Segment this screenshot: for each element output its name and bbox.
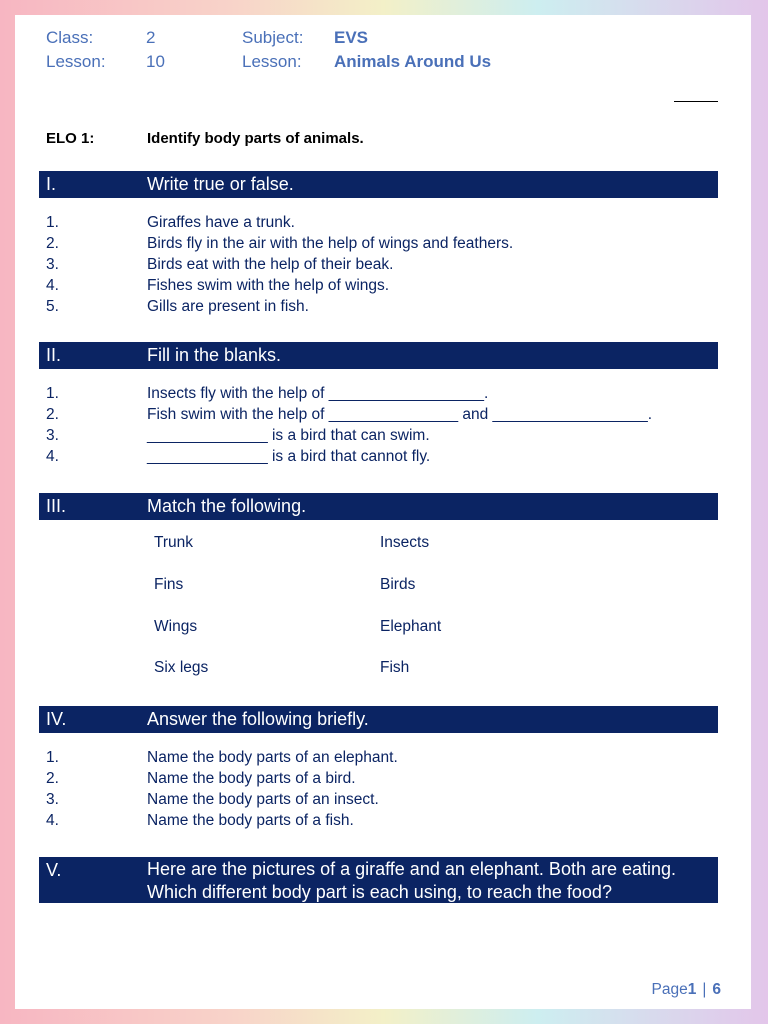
section-2-number: II. (46, 345, 62, 365)
page-total: 6 (712, 981, 721, 998)
list-item: 2. Fish swim with the help of _______________ and __________________. (46, 406, 653, 423)
match-right-item: Elephant (380, 618, 442, 635)
section-2-header (39, 342, 718, 369)
section-5-title-line-2: Which different body part is each using, to reach the food? (147, 882, 612, 902)
page-number: 1 (687, 981, 697, 998)
worksheet-page (15, 15, 751, 1009)
page-separator: | (702, 981, 707, 998)
subject-value: EVS (334, 28, 369, 47)
page-label: Page (651, 981, 688, 998)
match-right-item: Fish (380, 659, 410, 676)
name-line (674, 101, 718, 102)
match-right-item: Insects (380, 534, 430, 551)
section-1-title: Write true or false. (147, 174, 294, 194)
list-item: 3. Name the body parts of an insect. (46, 791, 379, 808)
section-2-title: Fill in the blanks. (147, 345, 282, 365)
page-footer (652, 981, 721, 999)
section-5-header (39, 857, 718, 903)
lesson-value: 10 (146, 52, 165, 71)
match-left-item: Six legs (154, 659, 209, 676)
section-4-header (39, 706, 718, 733)
section-1-list (46, 212, 513, 317)
section-1-number: I. (46, 174, 57, 194)
match-left-item: Trunk (154, 534, 194, 551)
match-right-item: Birds (380, 576, 416, 593)
list-item: 1. Insects fly with the help of __________________. (46, 385, 489, 402)
class-label: Class: (46, 28, 94, 47)
section-5-number: V. (46, 860, 62, 880)
class-value: 2 (146, 28, 156, 47)
list-item: 1. Name the body parts of an elephant. (46, 749, 398, 766)
list-item: 1. Giraffes have a trunk. (46, 214, 295, 231)
list-item: 4. Fishes swim with the help of wings. (46, 277, 390, 294)
section-2-list (46, 383, 652, 467)
subject-label: Subject: (242, 28, 304, 47)
section-5-title-line-1: Here are the pictures of a giraffe and an elephant. Both are eating. (147, 859, 677, 879)
list-item: 4. Name the body parts of a fish. (46, 812, 354, 829)
section-4-number: IV. (46, 709, 67, 729)
section-1-header (39, 171, 718, 198)
list-item: 2. Birds fly in the air with the help of wings and feathers. (46, 235, 514, 252)
section-4-list (46, 747, 398, 831)
match-left-item: Wings (154, 618, 198, 635)
section-4-title: Answer the following briefly. (147, 709, 369, 729)
list-item: 3. ______________ is a bird that can swim. (46, 427, 430, 444)
list-item: 2. Name the body parts of a bird. (46, 770, 356, 787)
elo-label: ELO 1: (46, 130, 95, 147)
list-item: 4. ______________ is a bird that cannot fly. (46, 448, 431, 465)
section-3-header (39, 493, 718, 520)
section-3-title: Match the following. (147, 496, 307, 516)
lesson-label: Lesson: (46, 52, 106, 71)
list-item: 5. Gills are present in fish. (46, 298, 309, 315)
list-item: 3. Birds eat with the help of their beak. (46, 256, 394, 273)
lesson-title-label: Lesson: (242, 52, 302, 71)
lesson-title-value: Animals Around Us (334, 52, 492, 71)
match-left-item: Fins (154, 576, 184, 593)
elo-text: Identify body parts of animals. (147, 130, 364, 147)
section-3-number: III. (46, 496, 67, 516)
